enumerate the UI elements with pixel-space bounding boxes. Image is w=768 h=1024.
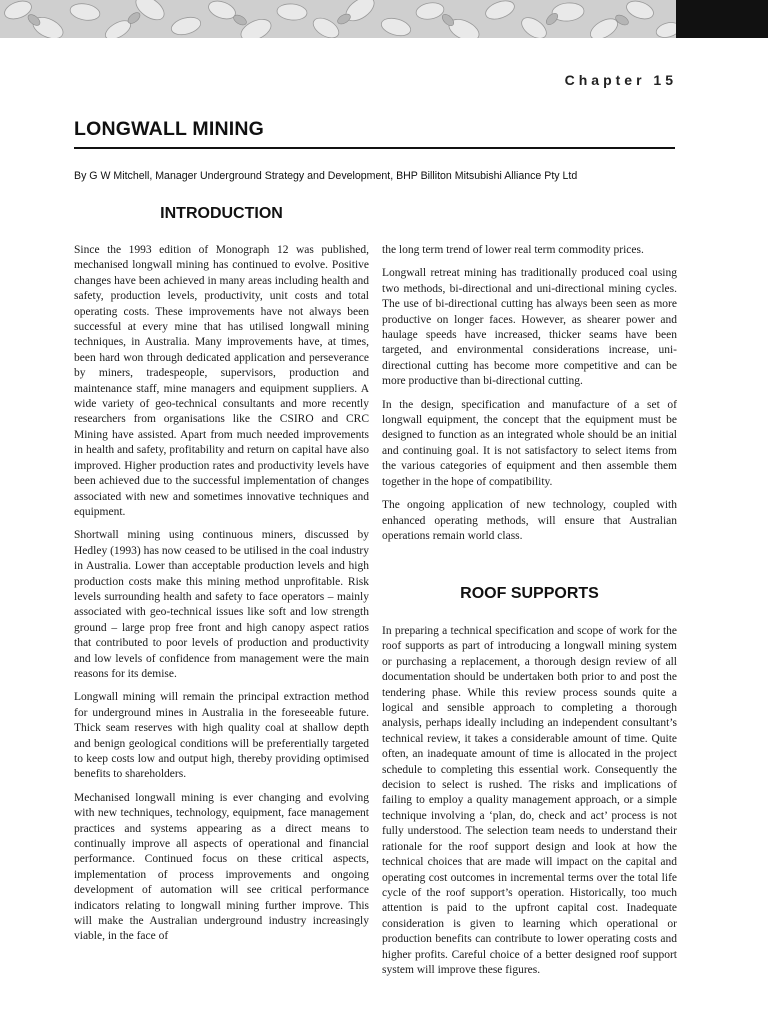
chapter-tab-block	[676, 0, 768, 38]
right-column-bottom	[382, 624, 677, 986]
paragraph: Mechanised longwall mining is ever changing and evolving with new techniques, technology, equipment, face management practices and systems appearing as a direct means to continually improve all aspects of operational and financial performance. Continued focus on these critical aspects, implementation of process improvements and ongoing development of automation will see critical performance indicators relating to longwall mining further improve. This will make the Australian underground industry increasingly viable, in the face of	[74, 791, 369, 943]
paragraph: The ongoing application of new technology, coupled with enhanced operating methods, will ensure that Australian operations remain world class.	[382, 499, 677, 542]
paragraph: Longwall retreat mining has traditionally produced coal using two methods, bi-directional and uni-directional mining cycles. The use of bi-directional cutting has always been seen as more productive on longer faces. However, as shearer power and haulage speeds have increased, thicker seams have been targeted, and environmental considerations increase, uni-directional cutting has become more competitive and can be more productive than bi-directional cutting.	[382, 267, 677, 388]
banner-texture	[0, 0, 676, 38]
section-heading-roof-supports: ROOF SUPPORTS	[460, 585, 599, 602]
paragraph: In the design, specification and manufacture of a set of longwall equipment, the concept that the equipment must be designed to function as an integrated whole should be an initial and continuing goal. It is not satisfactory to select items from the various categories of equipment and then assemble them together in the hope of compatibility.	[382, 398, 677, 488]
section-heading-introduction: INTRODUCTION	[160, 205, 283, 222]
paragraph: Longwall mining will remain the principal extraction method for underground mines in Australia in the foreseeable future. Thick seam reserves with high quality coal at shallow depth and benign geological conditions will be preferentially targeted to keep costs low and output high, thereby providing optimised benefits to shareholders.	[74, 691, 369, 781]
page-title: LONGWALL MINING	[74, 118, 265, 140]
paragraph: the long term trend of lower real term commodity prices.	[382, 244, 644, 256]
chapter-label: Chapter 15	[564, 72, 677, 88]
header-banner	[0, 0, 676, 38]
paragraph: Since the 1993 edition of Monograph 12 was published, mechanised longwall mining has continued to evolve. Positive changes have been achieved in many areas including health and safety, production levels, productivity, unit costs and total operating costs. These improvements have not always been successful at every mine that has utilised longwall mining techniques, in Australia. Many improvements have, at times, been hard won through dedicated application and perseverance by miners, tradespeople, supervisors, production and maintenance staff, mine managers and equipment suppliers. A wide variety of geo-technical consultants and more recently researchers from organisations like the CSIRO and CRC Mining have assisted. Apart from much needed improvements in health and safety, profitability and return on capital have also improved. Higher production rates and productivity levels have been achieved due to the successful implementation of changes associated with new and sometimes innovative techniques and equipment.	[74, 244, 369, 518]
right-column-top	[382, 243, 677, 552]
paragraph: Shortwall mining using continuous miners, discussed by Hedley (1993) has now ceased to be utilised in the coal industry in Australia. Lower than acceptable production levels and high production costs make this mining method unprofitable. Risk levels surrounding health and safety to face operators – mainly associated with geo-technical issues like soft and low strength ground – large prop free front and high canopy aspect ratios that contributed to poor levels of production and productivity and low levels of confidence from management were the main reasons for its demise.	[74, 529, 369, 680]
author-byline: By G W Mitchell, Manager Underground Strategy and Development, BHP Billiton Mitsubishi Alliance Pty Ltd	[74, 170, 578, 182]
paragraph: In preparing a technical specification and scope of work for the roof supports as part of introducing a longwall mining system or purchasing a replacement, a thorough design review of all documentation should be undertaken both prior to and post the tendering phase. While this review process sounds quite a logical and sensible approach to completing a thorough analysis, perhaps ideally including an independent consultant’s technical review, it takes a considerable amount of time. Quite often, an inadequate amount of time is allocated in the project schedule to completing this essential work. Consequently the decision to select is rushed. The risks and implications of failing to employ a quality management approach, or a simple technique involving a ‘plan, do, check and act’ process is not fully understood. The selection team needs to understand their rationale for the roof support design and look at how the technical choices that are made will impact on the capital and operating cost outcomes in incremental terms over the total life cycle of the roof support’s operation. Historically, too much attention is paid to the upfront capital cost. Inadequate consideration is given to learning which operational or production benefits can contribute to lower operating costs and higher profits. Careful choice of a better designed roof support system will improve these figures.	[382, 625, 677, 976]
title-rule	[74, 147, 675, 149]
left-column	[74, 243, 369, 953]
